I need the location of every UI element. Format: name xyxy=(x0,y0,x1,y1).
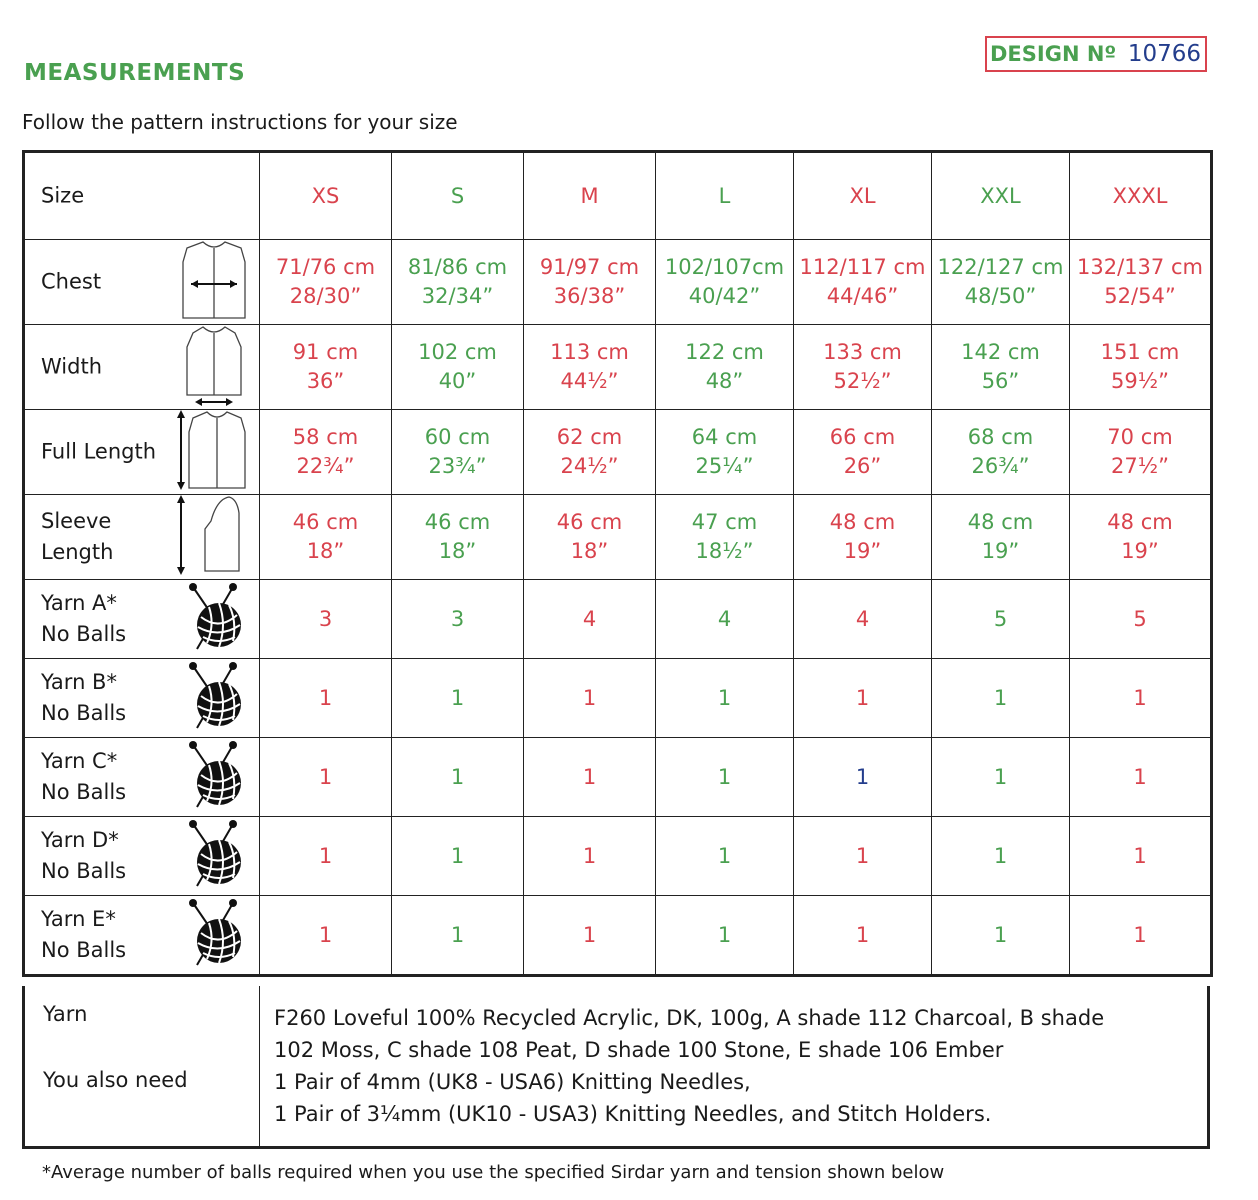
value-inches: 48/50” xyxy=(964,284,1037,308)
value-primary: 1 xyxy=(717,843,732,868)
value-cell xyxy=(524,738,656,817)
value-primary: 132/137 cm xyxy=(1077,255,1203,279)
value-cell xyxy=(1070,659,1212,738)
value-primary: 3 xyxy=(318,606,333,631)
value-cell xyxy=(794,659,932,738)
row-label: Yarn E* No Balls xyxy=(41,907,127,962)
value-cell xyxy=(260,410,392,495)
design-number: 10766 xyxy=(1127,41,1201,67)
value-primary: 122/127 cm xyxy=(937,255,1064,279)
value-cell xyxy=(932,896,1070,976)
value-cell xyxy=(260,817,392,896)
value-cell xyxy=(524,495,656,580)
value-cell xyxy=(392,738,524,817)
value-primary: 112/117 cm xyxy=(799,255,926,279)
value-cell xyxy=(392,896,524,976)
value-primary: 66 cm xyxy=(829,425,896,449)
value-cell xyxy=(524,896,656,976)
yarn-label: Yarn xyxy=(43,1002,88,1026)
value-cell xyxy=(656,738,794,817)
value-cell xyxy=(794,240,932,325)
value-inches: 19” xyxy=(843,539,882,563)
value-primary: 1 xyxy=(318,922,333,947)
value-primary: 1 xyxy=(450,922,465,947)
value-cell xyxy=(524,580,656,659)
value-primary: 4 xyxy=(717,606,732,631)
length-measure-icon xyxy=(173,408,249,496)
value-primary: 47 cm xyxy=(691,510,758,534)
value-cell xyxy=(260,659,392,738)
value-cell xyxy=(524,659,656,738)
value-primary: 102 cm xyxy=(418,340,497,364)
value-inches: 19” xyxy=(981,539,1020,563)
value-primary: 1 xyxy=(993,764,1008,789)
value-cell xyxy=(656,410,794,495)
value-cell xyxy=(524,240,656,325)
value-cell xyxy=(524,325,656,410)
value-cell xyxy=(1070,817,1212,896)
value-cell xyxy=(794,738,932,817)
value-cell xyxy=(392,410,524,495)
yarn-ball-icon xyxy=(185,739,249,815)
width-measure-icon xyxy=(179,323,249,411)
size-header-xxxl: XXXL xyxy=(1070,152,1212,240)
value-primary: 1 xyxy=(450,764,465,789)
row-label: Yarn A* No Balls xyxy=(41,591,127,646)
value-primary: 1 xyxy=(1133,685,1147,710)
value-cell xyxy=(260,240,392,325)
value-primary: 1 xyxy=(855,843,870,868)
value-primary: 68 cm xyxy=(967,425,1034,449)
size-header-xl: XL xyxy=(794,152,932,240)
size-header-xxl: XXL xyxy=(932,152,1070,240)
size-header-xs: XS xyxy=(260,152,392,240)
value-primary: 46 cm xyxy=(292,510,359,534)
row-yarn-a-no-balls xyxy=(24,580,1212,659)
value-primary: 3 xyxy=(450,606,465,631)
row-yarn-e-no-balls xyxy=(24,896,1212,976)
value-inches: 40/42” xyxy=(688,284,761,308)
value-inches: 18½” xyxy=(695,539,754,563)
value-cell xyxy=(1070,410,1212,495)
value-primary: 46 cm xyxy=(424,510,491,534)
yarn-ball-icon xyxy=(185,660,249,736)
needles-line: 1 Pair of 3¼mm (UK10 - USA3) Knitting Needles, and Stitch Holders. xyxy=(274,1102,992,1126)
row-label: Yarn D* No Balls xyxy=(41,828,127,883)
yarn-ball-icon xyxy=(185,897,249,973)
row-label: Size xyxy=(41,183,85,208)
value-primary: 1 xyxy=(450,685,465,710)
page-subtitle: Follow the pattern instructions for your size xyxy=(22,110,458,134)
value-inches: 52/54” xyxy=(1104,284,1176,308)
row-label-cell xyxy=(24,659,260,738)
value-cell xyxy=(260,896,392,976)
value-primary: 1 xyxy=(582,685,597,710)
yarn-description-line: F260 Loveful 100% Recycled Acrylic, DK, 100g, A shade 112 Charcoal, B shade xyxy=(274,1006,1105,1030)
value-primary: 1 xyxy=(318,764,333,789)
value-primary: 133 cm xyxy=(823,340,902,364)
value-primary: 62 cm xyxy=(556,425,623,449)
row-label: Yarn B* No Balls xyxy=(41,670,127,725)
value-cell xyxy=(392,817,524,896)
value-cell xyxy=(794,896,932,976)
value-inches: 24½” xyxy=(560,454,619,478)
value-primary: 1 xyxy=(1133,922,1147,947)
value-primary: 58 cm xyxy=(292,425,359,449)
value-primary: 4 xyxy=(582,606,597,631)
value-inches: 18” xyxy=(306,539,345,563)
value-cell xyxy=(794,817,932,896)
row-label-cell xyxy=(24,495,260,580)
value-primary: 64 cm xyxy=(691,425,758,449)
value-inches: 36/38” xyxy=(553,284,626,308)
value-primary: 151 cm xyxy=(1100,340,1180,364)
size-header-row xyxy=(24,152,1212,240)
value-primary: 1 xyxy=(993,922,1008,947)
value-cell xyxy=(932,495,1070,580)
value-primary: 48 cm xyxy=(1107,510,1173,534)
value-primary: 48 cm xyxy=(829,510,896,534)
needles-line: 1 Pair of 4mm (UK8 - USA6) Knitting Needles, xyxy=(274,1070,751,1094)
size-header-m: M xyxy=(524,152,656,240)
value-inches: 18” xyxy=(570,539,609,563)
row-label-cell xyxy=(24,817,260,896)
value-cell xyxy=(932,580,1070,659)
value-primary: 70 cm xyxy=(1107,425,1173,449)
value-cell xyxy=(1070,738,1212,817)
row-label-cell xyxy=(24,152,260,240)
value-primary: 1 xyxy=(717,685,732,710)
value-primary: 1 xyxy=(855,764,870,789)
value-cell xyxy=(1070,495,1212,580)
value-primary: 5 xyxy=(993,606,1008,631)
value-cell xyxy=(932,240,1070,325)
sleeve-measure-icon xyxy=(173,493,249,581)
value-primary: 1 xyxy=(993,685,1008,710)
value-inches: 59½” xyxy=(1111,369,1169,393)
value-cell xyxy=(656,580,794,659)
value-cell xyxy=(656,325,794,410)
value-primary: 46 cm xyxy=(556,510,623,534)
value-inches: 44/46” xyxy=(826,284,899,308)
value-cell xyxy=(1070,896,1212,976)
value-cell xyxy=(260,738,392,817)
value-primary: 1 xyxy=(582,764,597,789)
row-width xyxy=(24,325,1212,410)
value-primary: 71/76 cm xyxy=(275,255,376,279)
value-cell xyxy=(392,659,524,738)
materials-table xyxy=(22,986,1210,1149)
value-primary: 1 xyxy=(717,922,732,947)
value-inches: 22¾” xyxy=(296,454,355,478)
also-need-label: You also need xyxy=(43,1068,188,1092)
value-primary: 1 xyxy=(1133,764,1147,789)
value-inches: 28/30” xyxy=(289,284,362,308)
value-cell xyxy=(392,495,524,580)
value-primary: 122 cm xyxy=(685,340,764,364)
value-cell xyxy=(260,325,392,410)
value-inches: 32/34” xyxy=(421,284,494,308)
value-cell xyxy=(932,325,1070,410)
value-primary: 1 xyxy=(855,685,870,710)
value-cell xyxy=(260,580,392,659)
row-label-cell xyxy=(24,410,260,495)
value-cell xyxy=(392,325,524,410)
value-cell xyxy=(260,495,392,580)
materials-text-cell xyxy=(260,986,1209,1148)
value-primary: 1 xyxy=(1133,843,1147,868)
value-inches: 48” xyxy=(705,369,744,393)
value-primary: 5 xyxy=(1133,606,1147,631)
row-yarn-b-no-balls xyxy=(24,659,1212,738)
value-cell xyxy=(656,659,794,738)
yarn-ball-icon xyxy=(185,818,249,894)
value-inches: 26” xyxy=(843,454,882,478)
value-cell xyxy=(392,580,524,659)
value-primary: 1 xyxy=(582,922,597,947)
value-cell xyxy=(656,495,794,580)
value-inches: 23¾” xyxy=(428,454,487,478)
value-primary: 102/107cm xyxy=(664,255,785,279)
footnote: *Average number of balls required when you use the specified Sirdar yarn and tension shown below xyxy=(42,1162,945,1183)
value-primary: 142 cm xyxy=(961,340,1040,364)
row-yarn-d-no-balls xyxy=(24,817,1212,896)
materials-labels-cell xyxy=(24,986,260,1148)
yarn-description-line: 102 Moss, C shade 108 Peat, D shade 100 Stone, E shade 106 Ember xyxy=(274,1038,1004,1062)
value-primary: 1 xyxy=(318,685,333,710)
value-primary: 48 cm xyxy=(967,510,1034,534)
size-header-s: S xyxy=(392,152,524,240)
row-label: Full Length xyxy=(41,439,157,464)
value-cell xyxy=(392,240,524,325)
value-cell xyxy=(1070,580,1212,659)
value-primary: 1 xyxy=(717,764,732,789)
row-label: Sleeve Length xyxy=(41,509,114,564)
value-cell xyxy=(932,659,1070,738)
value-primary: 1 xyxy=(855,922,870,947)
value-primary: 81/86 cm xyxy=(407,255,508,279)
row-label: Width xyxy=(41,354,103,379)
value-inches: 18” xyxy=(438,539,477,563)
value-cell xyxy=(1070,325,1212,410)
value-cell xyxy=(524,410,656,495)
value-cell xyxy=(794,580,932,659)
value-primary: 91 cm xyxy=(292,340,359,364)
value-primary: 60 cm xyxy=(424,425,491,449)
row-label: Yarn C* No Balls xyxy=(41,749,127,804)
value-cell xyxy=(524,817,656,896)
row-label: Chest xyxy=(41,269,102,294)
value-cell xyxy=(656,896,794,976)
value-primary: 113 cm xyxy=(550,340,629,364)
value-primary: 4 xyxy=(855,606,870,631)
design-number-box xyxy=(985,36,1207,72)
value-inches: 40” xyxy=(438,369,477,393)
size-header-l: L xyxy=(656,152,794,240)
measurements-table xyxy=(22,150,1213,977)
chest-measure-icon xyxy=(179,238,249,326)
row-sleeve-length xyxy=(24,495,1212,580)
value-inches: 25¼” xyxy=(695,454,754,478)
value-primary: 1 xyxy=(993,843,1008,868)
value-cell xyxy=(1070,240,1212,325)
value-cell xyxy=(794,410,932,495)
value-primary: 1 xyxy=(450,843,465,868)
row-label-cell xyxy=(24,240,260,325)
value-cell xyxy=(656,240,794,325)
value-inches: 44½” xyxy=(560,369,619,393)
value-primary: 1 xyxy=(318,843,333,868)
yarn-ball-icon xyxy=(185,581,249,657)
row-label-cell xyxy=(24,580,260,659)
row-yarn-c-no-balls xyxy=(24,738,1212,817)
value-inches: 27½” xyxy=(1111,454,1169,478)
page-title: MEASUREMENTS xyxy=(24,60,246,86)
value-cell xyxy=(656,817,794,896)
value-cell xyxy=(932,738,1070,817)
value-inches: 56” xyxy=(981,369,1020,393)
row-full-length xyxy=(24,410,1212,495)
value-primary: 1 xyxy=(582,843,597,868)
value-cell xyxy=(794,495,932,580)
value-inches: 36” xyxy=(306,369,345,393)
value-inches: 19” xyxy=(1121,539,1159,563)
design-label: DESIGN Nº xyxy=(990,42,1117,66)
row-label-cell xyxy=(24,738,260,817)
row-label-cell xyxy=(24,325,260,410)
value-inches: 26¾” xyxy=(971,454,1030,478)
value-cell xyxy=(794,325,932,410)
value-primary: 91/97 cm xyxy=(539,255,640,279)
value-inches: 52½” xyxy=(833,369,892,393)
row-label-cell xyxy=(24,896,260,976)
value-cell xyxy=(932,410,1070,495)
value-cell xyxy=(932,817,1070,896)
row-chest xyxy=(24,240,1212,325)
